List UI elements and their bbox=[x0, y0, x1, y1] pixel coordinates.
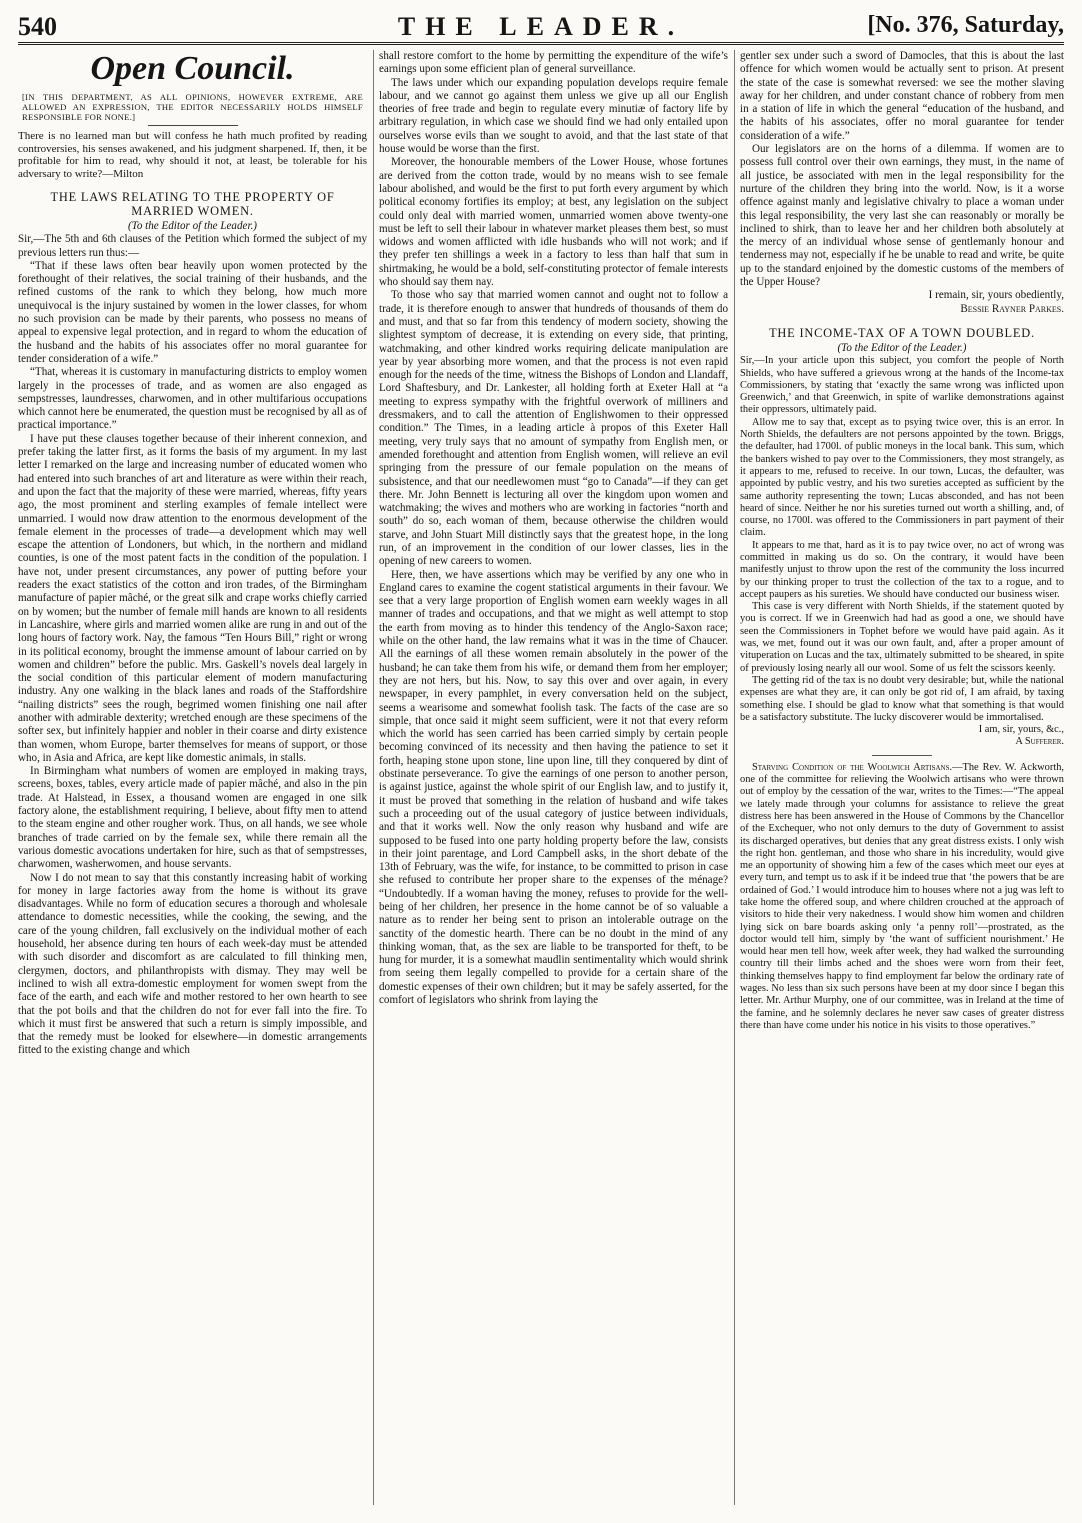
article-title: THE LAWS RELATING TO THE PROPERTY OF MARRIED WOMEN. bbox=[50, 190, 335, 218]
column-divider bbox=[734, 50, 735, 1505]
signature: Bessie Rayner Parkes. bbox=[960, 302, 1064, 315]
to-editor-line: (To the Editor of the Leader.) bbox=[127, 220, 257, 232]
paragraph: Our legislators are on the horns of a dilemma. If women are to possess full control over their own earnings, they must, in the name of all justice, be associated with men in the legal responsibility for the nurture of the children they bring into the world. Now, is it a worse offence against manly and legislative chivalry to place a woman under this legal responsibility, the very last she can reasonably or morally be inclined to shirk, than to leave her and her children both absolutely at the mercy of an individual whose sense of gentlemanly honour and tenderness may not, especially if he be unable to read and write, be quite up to the standard enjoined by the domestic customs of the members of the Upper House? bbox=[740, 143, 1064, 289]
paragraph: To those who say that married women cannot and ought not to follow a trade, it is therefore enough to answer that hundreds of thousands of them do and must, and that so far from this tendency of modern society, showing the slightest symptom of decrease, it is extending on every side, that printing, watchmaking, and other kindred works requiring delicate manipulation are year by year absorbing more women, and that the process is not even rapid enough for the needs of the time, witness the Bishops of London and Llandaff, Lord Shaftesbury, and Dr. Lankester, all holding forth at Exeter Hall at “a meeting to express sympathy with the frightful overwork of milliners and dressmakers, and to call the attention of Englishwomen to their oppressed condition.” The Times, in a leading article à propos of this Exeter Hall meeting, very truly says that no amount of sympathy from English men, or amended forethought and attention from English women, will relieve an evil springing from the pressure of our female population on the means of subsistence, and that our needlewomen must “go to Canada”—if they can get there. Mr. John Bennett is lecturing all over the kingdom upon women and watchmaking; the wives and mothers who are working in factories “north and south” do so, each woman of them, because otherwise the children would starve, and John Stuart Mill distinctly says that the greatest hope, in the long run, of an improvement in the condition of our lower classes, lies in the opening of new careers to women. bbox=[379, 289, 728, 568]
paragraph: I have put these clauses together because of their inherent connexion, and prefer taking the latter first, as it forms the basis of my argument. In my last letter I remarked on the large and increasing number of educated women who had entered into such branches of art and literature as were within their reach, and upon the fact that the majority of these were married, whereas, fifty years ago, the most prominent and sterling examples of female intellect were unmarried. I would now draw attention to the enormous development of the female element in the processes of trade—a development which may well escape the attention of Londoners, but which, in the northern and midland counties, is one of the most patent facts in the condition of the population. I have not, under present circumstances, any power of putting before your readers the exact statistics of the cotton and iron trades, of the Birmingham manufacture of papier mâché, or the great silk and crape works chiefly carried on by women; but the number of female mill hands are known to all residents in Lancashire, where girls and married women alike are rung in and out of the long hours of factory work. Nay, the famous “Ten Hours Bill,” right or wrong in its political economy, brought the immense amount of labour carried on by women and children” before the public. Mrs. Gaskell’s novels deal largely in the social condition of this particular element of modern manufacturing industry. Any one walking in the black lanes and roads of the Staffordshire “nailing districts” sees the rough, begrimed women finishing one nail after another with admirable dexterity; wretched enough are these specimens of the softer sex, but infinitely happier and nobler in their coarse and dirty existence than women, whom Europe, barter themselves for means of support, or those who, in Asia and Africa, are kept like domestic animals, in stalls. bbox=[18, 432, 367, 764]
news-item-title: Starving Condition of the Woolwich Artisans. bbox=[752, 761, 953, 773]
article-title: THE INCOME-TAX OF A TOWN DOUBLED. bbox=[769, 325, 1035, 340]
paragraph: In Birmingham what numbers of women are employed in making trays, screens, boxes, tables, every article made of papier mâché, and also in the pin trade. At Halstead, in Essex, a thousand women are engaged in one silk factory alone, the establishment requiring, I believe, about fifty men to attend to the steam engine and other rougher work. Thus, on all hands, we see whole branches of trade carried on by the female sex, while there remain all the various domestic avocations undertaken for hire, such as that of sempstresses, charwomen, washerwomen, and house servants. bbox=[18, 765, 367, 871]
signature: A Sufferer. bbox=[1015, 736, 1064, 748]
paragraph: gentler sex under such a sword of Damocles, that this is about the last offence for which women would be actually sent to prison. At present the state of the case is somewhat reversed: we see the mother slaving away for her children, and under constant chance of robbery from men in a station of life in which the general “education of the husband, and the habits of his associates, offer no moral guarantee for tender consideration of a wife.” bbox=[740, 50, 1064, 142]
news-item bbox=[740, 762, 1064, 1033]
paragraph: shall restore comfort to the home by permitting the expenditure of the wife’s earnings upon some efficient plan of general surveillance. bbox=[379, 50, 728, 76]
column-2 bbox=[379, 50, 728, 1505]
page-header bbox=[18, 10, 1064, 40]
newspaper-title: THE LEADER. bbox=[397, 12, 685, 41]
paragraph: The laws under which our expanding population develops require female labour, and we cannot go against them unless we give up all our English theories of free trade and begin to regulate every minutiæ of factory life by arbitrary regulation, in which case we should find we had only entailed upon ourselves worse evils than we sought to avoid, and that the last state of that house would be worse than the first. bbox=[379, 76, 728, 156]
paragraph: “That if these laws often bear heavily upon women protected by the forethought of their relatives, the social training of their husbands, and the refined customs of the rank to which they belong, how much more unequivocal is the injury sustained by women in the lower classes, for whom no such provision can be made by their parents, who possess no means of appeal to expensive legal protection, and in regard to whom the education of the husband and the habits of his associates offer no moral guarantee for tender consideration of a wife.” bbox=[18, 259, 367, 365]
header-rule bbox=[18, 42, 1064, 45]
page-number: 540 bbox=[18, 12, 57, 41]
divider bbox=[872, 755, 932, 756]
paragraph: The getting rid of the tax is no doubt very desirable; but, while the national expenses are what they are, it can only be got rid of, I am afraid, by taxing something else. I should be glad to know what that something is that would be a satisfactory substitute. The lucky discoverer would be immortalised. bbox=[740, 674, 1064, 723]
sign-off: I am, sir, yours, &c., bbox=[978, 724, 1064, 736]
paragraph: Allow me to say that, except as to psying twice over, this is an error. In North Shields, the defaulters are not persons appointed by the town. Briggs, the defaulter, had 1700l. of public moneys in the local bank. This sum, which the bankers wished to pay over to the Commissioners, they most strangely, as it appears to me, refused to receive. In our town, Lucas, the defaulter, was appointed by public vestry, and his two sureties accepted as sufficient by the same authority representing the town; Lucas absconded, and has not been heard of since. Neither he nor his sureties turned out worth a shilling, and, of course, no 1700l. was offered to the Commissioners in part payment of their claim. bbox=[740, 416, 1064, 539]
paragraph: “That, whereas it is customary in manufacturing districts to employ women largely in the processes of trade, and as women are also engaged as sempstresses, laundresses, charwomen, and in other multifarious occupations which cannot here be enumerated, the question must be recognised by all as of practical importance.” bbox=[18, 366, 367, 432]
section-title: Open Council. bbox=[90, 50, 295, 87]
issue-number: [No. 376, Saturday, bbox=[867, 12, 1064, 38]
column-1 bbox=[18, 50, 367, 1505]
news-item-body: —The Rev. W. Ackworth, one of the committee for relieving the Woolwich artisans who were thrown out of employ by the cessation of the war, writes to the Times:—“The appeal we lately made through your columns for assistance to relieve the great distress here has been answered in the House of Commons by the Chancellor of the Exchequer, who not only demurs to the duty of Government to assist its discharged operatives, but denies that any great distress exists. I only wish the right hon. gentleman, and those who share in his incredulity, would give me an opportunity of showing him a few of the cases which meet our eyes at every turn, and tempt us to ask if it be indeed true that ‘the powers that be are ordained of God.’ I would introduce him to houses where not a jug was left to take home the offered soup, and where children crouched at the approach of visitors to hide their very nakedness. I would show him women and children lying sick on bare boards asking only ‘a penny roll’—prostrated, as the doctor would tell him, simply by ‘the want of sufficient nourishment.’ He would hear men tell how, week after week, they had walked the surrounding country till their limbs ached and the shoes were worn from their feet, thinking themselves happy to find employment far below the ordinary rate of wages. No less than six such persons have been at my door since I began this letter. Mr. Arthur Murphy, one of our committee, was in Ireland at the time of the famine, and he solemnly declares he never saw cases of greater distress there than have come under his notice in his visits to those operatives.” bbox=[740, 761, 1064, 1031]
paragraph: Here, then, we have assertions which may be verified by any one who in England cares to examine the cogent statistical arguments in their favour. We see that a very large proportion of English women earn weekly wages in all manner of trades and occupations, and that we might as well attempt to stop the earth from moving as to hinder this tendency of the Anglo-Saxon race; while on the other hand, the law remains what it was in the time of Chaucer. All the earnings of all these women remain absolutely in the power of the husband; he can take them from his wife, or demand them from her employer; they are not hers, but his. Now, to say this over and over again, in every newspaper, in every pamphlet, in every conversation held on the subject, seems a wearisome and somewhat foolish task. The facts of the case are so simple, that once said it might seem sufficient, were it not that every reform which the world has seen carried has been carried simply by certain people becoming convinced of its necessity and then having the patience to set it forth, heaping stone upon stone, line upon line, till they conquered by dint of obstinate perseverance. To give the earnings of one person to another person, is against justice, against the whole spirit of our English law, and to justify it, it must be proved that something in the relation of husband and wife takes such a proceeding out of the usual category of justice between individuals, and that it works well. Now the only reason why husband and wife are supposed to be fused into one party holding property before the law, consists in their joint parentage, and Lord Campbell asks, in the short debate of the 13th of February, was the wife, for instance, to be committed to prison in case she refused to contribute her proper share to the expenses of the ménage? “Undoubtedly. If a woman having the money, refuses to provide for the well-being of her children, her presence in the home cannot be of so valuable a nature as to render her being sent to prison an intolerable outrage on the sanctity of the domestic hearth. There can be no doubt in the mind of any thinking woman, that, as the sex are liable to be transported for theft, to be hung for murder, it is a somewhat maudlin sentimentality which would shrink from seeing them legally compelled to provide for a certain share of the domestic expenses of their own children; but it may be safely asserted, for the comfort of legislators who shrink from laying the bbox=[379, 568, 728, 1007]
paragraph: Moreover, the honourable members of the Lower House, whose fortunes are derived from the cotton trade, would by no means wish to see female labour abolished, and would be the first to put forth every argument by which political economy fortifies its employ; at best, any legislation on the subject could only deal with married women, unmarried women above twenty-one must be left to sell their labour in whatever market pleases them best, so must widows and women afflicted with idle husbands who will not work; and if they prefer ten shillings a week in a factory to less than half that sum in shirtmaking, he would be a bold, self-constituting protector of female interests who should say them nay. bbox=[379, 156, 728, 289]
sign-off: I remain, sir, yours obediently, bbox=[928, 289, 1064, 302]
paragraph: Sir,—The 5th and 6th clauses of the Petition which formed the subject of my previous letters run thus:— bbox=[18, 233, 367, 259]
column-3 bbox=[740, 50, 1064, 1505]
paragraph: This case is very different with North Shields, if the statement quoted by you is correct. If we in Greenwich had had as good a one, we should have seen the Commissioners in Tophet before we would have paid again. As it was, we met, found out it was our own fault, and, after a proper amount of vituperation on Lucas and the tax, ultimately submitted to be sheared, in spite of previously losing nearly all our wool. Some of us felt the scissors keenly. bbox=[740, 601, 1064, 674]
paragraph: It appears to me that, hard as it is to pay twice over, no act of wrong was committed in making us do so. On the contrary, it would have been manifestly unjust to throw upon the rest of the community the loss incurred by our thinking proper to trust the collection of the tax to a rogue, and to accept paupers as his sureties. We should have conducted our business wiser. bbox=[740, 539, 1064, 600]
paragraph: Now I do not mean to say that this constantly increasing habit of working for money in large factories away from the home is without its grave disadvantages. While no form of education secures a thorough and wholesale attendance to domestic necessities, while the cooking, the sewing, and the care of the young children, fall exclusively on the individual mother of each household, her absence during ten hours of each week-day must be attended with such disorder and discomfort as are calculated to fill thinking men, clergymen, doctors, and philanthropists with dismay. They may well be inclined to wish all extra-domestic employment for women swept from the face of the earth, and each wife and mother restored to her own hearth to see that the pot boils and that the children do not for ever fall into the fire. To which it must first be answered that such a return is simply impossible, and that the remedy must be looked for elsewhere—in domestic arrangements fitted to the existing change and which bbox=[18, 871, 367, 1057]
column-divider bbox=[373, 50, 374, 1505]
divider bbox=[148, 125, 238, 126]
editorial-disclaimer: [IN THIS DEPARTMENT, AS ALL OPINIONS, HOWEVER EXTREME, ARE ALLOWED AN EXPRESSION, THE EDITOR NECESSARILY HOLDS HIMSELF RESPONSIBLE FOR NONE.] bbox=[22, 92, 363, 122]
milton-motto: There is no learned man but will confess he hath much profited by reading controversies, his senses awakened, and his judgment sharpened. If, then, it be profitable for him to read, why should it not, at least, be tolerable for his adversary to write?—Milton bbox=[18, 130, 367, 180]
to-editor-line: (To the Editor of the Leader.) bbox=[837, 341, 967, 354]
paragraph: Sir,—In your article upon this subject, you comfort the people of North Shields, who have suffered a grievous wrong at the hands of the Income-tax Commissioners, by stating that ‘exactly the same wrong was inflicted upon Greenwich,’ and that Greenwich, in spite of warlike demonstrations against their oppressors, ultimately paid. bbox=[740, 355, 1064, 416]
